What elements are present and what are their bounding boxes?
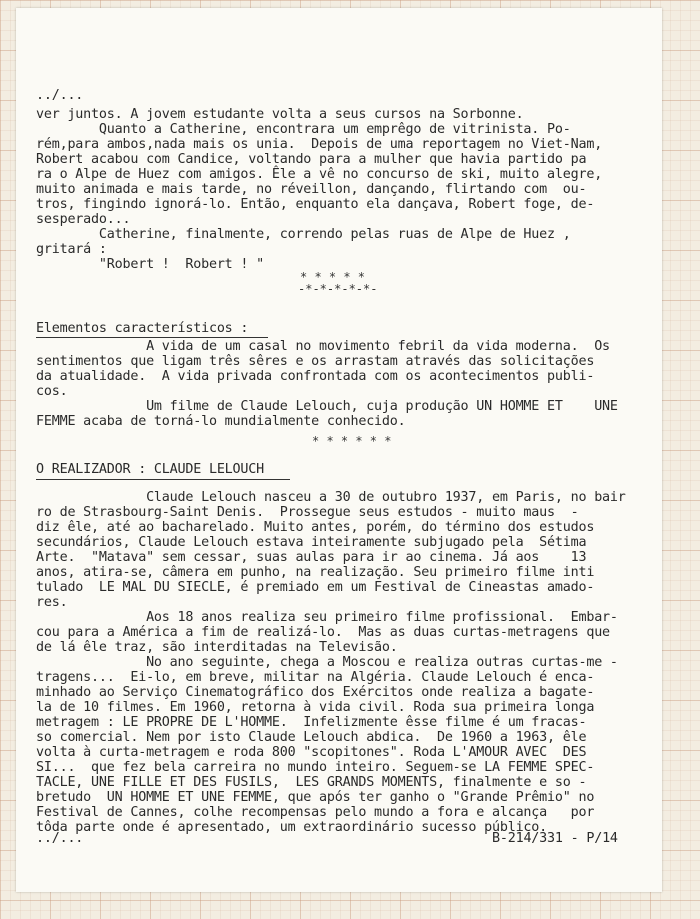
text-line: tros, fingindo ignorá-lo. Então, enquanto ela dançava, Robert foge, de- <box>36 197 595 212</box>
heading-underline <box>36 337 268 338</box>
text-line: sesperado... <box>36 212 131 227</box>
text-line: volta à curta-metragem e roda 800 "scopitones". Roda L'AMOUR AVEC DES <box>36 745 587 760</box>
heading-underline <box>36 479 290 480</box>
text-line: Quanto a Catherine, encontrara um emprêgo de vitrinista. Po- <box>36 122 571 137</box>
text-line: minhado ao Serviço Cinematográfico dos Exércitos onde realiza a bagate- <box>36 685 595 700</box>
text-line: tôda parte onde é apresentado, um extraordinário sucesso público. <box>36 820 548 835</box>
text-line: res. <box>36 595 68 610</box>
text-line: Robert acabou com Candice, voltando para a mulher que havia partido pa <box>36 152 587 167</box>
text-line: so comercial. Nem por isto Claude Lelouch abdica. De 1960 a 1963, êle <box>36 730 587 745</box>
text-line: diz êle, até ao bacharelado. Muito antes, porém, do término dos estudos <box>36 520 595 535</box>
text-line: gritará : <box>36 242 107 257</box>
text-line: metragem : LE PROPRE DE L'HOMME. Infelizmente êsse filme é um fracas- <box>36 715 587 730</box>
text-line: ver juntos. A jovem estudante volta a seus cursos na Sorbonne. <box>36 107 524 122</box>
typed-page <box>16 8 662 892</box>
text-line: la de 10 filmes. Em 1960, retorna à vida civil. Roda sua primeira longa <box>36 700 595 715</box>
page-reference: B-214/331 - P/14 <box>492 831 618 846</box>
section-heading-director: O REALIZADOR : CLAUDE LELOUCH <box>36 462 264 477</box>
text-line: ro de Strasbourg-Saint Denis. Prossegue seus estudos - muito maus - <box>36 505 579 520</box>
text-line: Catherine, finalmente, correndo pelas ruas de Alpe de Huez , <box>36 227 571 242</box>
text-line: No ano seguinte, chega a Moscou e realiza outras curtas-me - <box>36 655 618 670</box>
text-line: anos, atira-se, câmera em punho, na realização. Seu primeiro filme inti <box>36 565 595 580</box>
text-line: TACLE, UNE FILLE ET DES FUSILS, LES GRANDS MOMENTS, finalmente e so - <box>36 775 587 790</box>
text-line: rém,para ambos,nada mais os unia. Depois de uma reportagem no Viet-Nam, <box>36 137 603 152</box>
text-line: SI... que fez bela carreira no mundo inteiro. Seguem-se LA FEMME SPEC- <box>36 760 595 775</box>
text-line: bretudo UN HOMME ET UNE FEMME, que após ter ganho o "Grande Prêmio" no <box>36 790 595 805</box>
text-line: Claude Lelouch nasceu a 30 de outubro 1937, em Paris, no bair <box>36 490 626 505</box>
text-line: sentimentos que ligam três sêres e os arrastam através das solicitações <box>36 354 595 369</box>
continuation-marker-top: ../... <box>36 88 84 103</box>
text-line: Arte. "Matava" sem cessar, suas aulas para ir ao cinema. Já aos 13 <box>36 550 587 565</box>
text-line: Festival de Cannes, colhe recompensas pelo mundo a fora e alcança por <box>36 805 595 820</box>
text-line: ra o Alpe de Huez com amigos. Êle a vê no concurso de ski, muito alegre, <box>36 167 603 182</box>
text-line: muito animada e mais tarde, no réveillon, dançando, flirtando com ou- <box>36 182 587 197</box>
text-line: tragens... Ei-lo, em breve, militar na Algéria. Claude Lelouch é enca- <box>36 670 595 685</box>
text-line: "Robert ! Robert ! " <box>36 257 264 272</box>
ornament-stars: * * * * * <box>300 270 366 284</box>
text-line: cou para a América a fim de realizá-lo. Mas as duas curtas-metragens que <box>36 625 610 640</box>
ornament-dashes: -*-*-*-*-*- <box>298 282 378 296</box>
text-line: cos. <box>36 384 68 399</box>
separator-stars: * * * * * * <box>312 434 392 448</box>
text-line: tulado LE MAL DU SIECLE, é premiado em um Festival de Cineastas amado- <box>36 580 595 595</box>
continuation-marker-bottom: ../... <box>36 831 84 846</box>
text-line: Aos 18 anos realiza seu primeiro filme profissional. Embar- <box>36 610 618 625</box>
text-line: da atualidade. A vida privada confrontada com os acontecimentos publi- <box>36 369 595 384</box>
text-line: FEMME acaba de torná-lo mundialmente conhecido. <box>36 414 406 429</box>
text-line: A vida de um casal no movimento febril da vida moderna. Os <box>36 339 610 354</box>
text-line: Um filme de Claude Lelouch, cuja produção UN HOMME ET UNE <box>36 399 618 414</box>
text-line: secundários, Claude Lelouch estava inteiramente subjugado pela Sétima <box>36 535 587 550</box>
text-line: de lá êle traz, são interditadas na Televisão. <box>36 640 398 655</box>
section-heading-elements: Elementos característicos : <box>36 321 249 336</box>
